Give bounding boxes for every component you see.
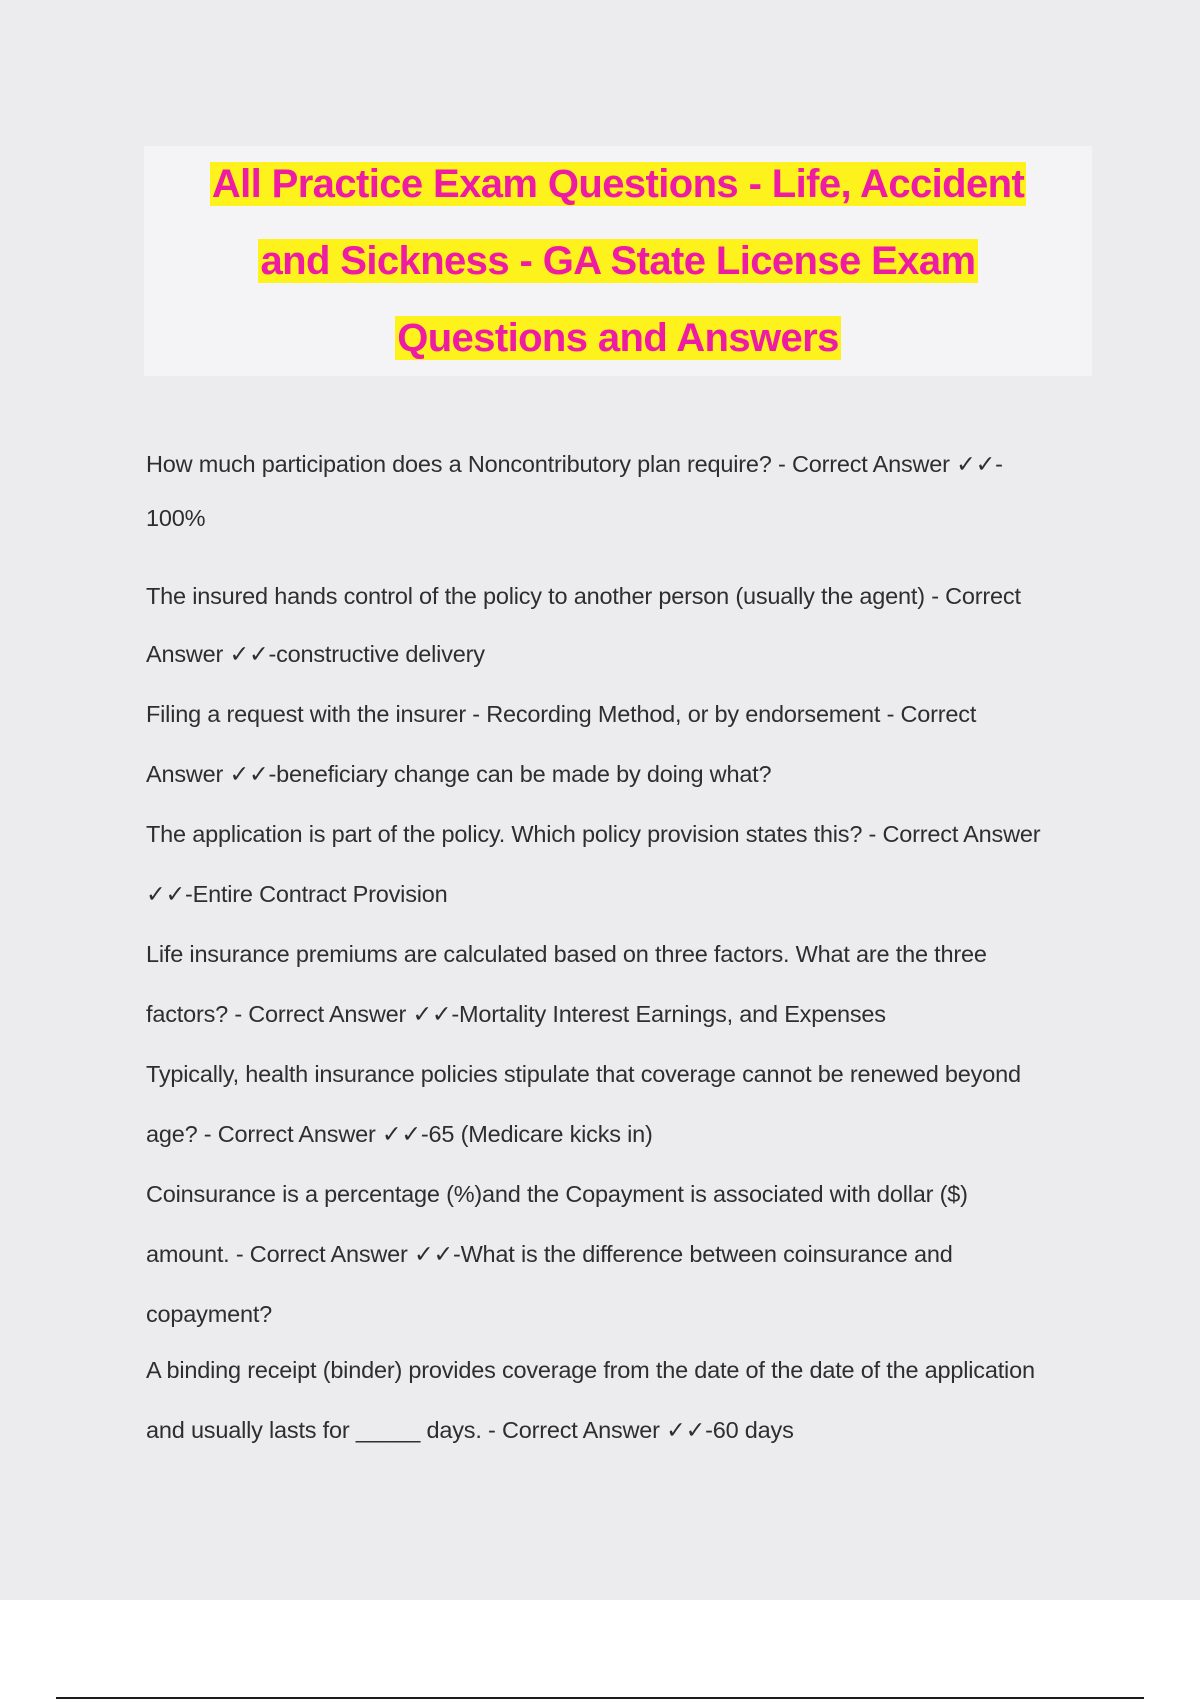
question-answer-item (146, 804, 1106, 924)
text-line: Filing a request with the insurer - Recording Method, or by endorsement - Correct (146, 701, 977, 727)
question-answer-item (146, 1044, 1106, 1164)
text-line: The insured hands control of the policy to another person (usually the agent) - Correct (146, 583, 1021, 609)
text-line: Answer ✓✓-beneficiary change can be made by doing what? (146, 761, 772, 787)
question-answer-item (146, 1164, 1106, 1340)
title-line: Questions and Answers (397, 316, 839, 360)
question-answer-item (146, 434, 1106, 566)
text-line: The application is part of the policy. Which policy provision states this? - Correct Answer (146, 821, 1041, 847)
text-line: amount. - Correct Answer ✓✓-What is the difference between coinsurance and (146, 1241, 953, 1267)
text-line: Typically, health insurance policies stipulate that coverage cannot be renewed beyond (146, 1061, 1021, 1087)
text-line: 100% (146, 505, 206, 531)
title-line: and Sickness - GA State License Exam (260, 239, 976, 283)
text-line: factors? - Correct Answer ✓✓-Mortality Interest Earnings, and Expenses (146, 1001, 886, 1027)
text-line: copayment? (146, 1301, 273, 1327)
question-answer-item (146, 1340, 1106, 1460)
text-line: Answer ✓✓-constructive delivery (146, 641, 485, 667)
text-line: Coinsurance is a percentage (%)and the Copayment is associated with dollar ($) (146, 1181, 968, 1207)
question-list (146, 434, 1106, 1460)
document-title (144, 146, 1092, 376)
page-footer-rule (56, 1697, 1144, 1699)
text-line: and usually lasts for _____ days. - Correct Answer ✓✓-60 days (146, 1417, 794, 1443)
question-answer-item (146, 684, 1106, 804)
title-line: All Practice Exam Questions - Life, Accident (211, 162, 1025, 206)
question-answer-item (146, 566, 1106, 684)
question-answer-item (146, 924, 1106, 1044)
text-line: Life insurance premiums are calculated based on three factors. What are the three (146, 941, 987, 967)
text-line: How much participation does a Noncontributory plan require? - Correct Answer ✓✓- (146, 451, 1003, 477)
text-line: age? - Correct Answer ✓✓-65 (Medicare kicks in) (146, 1121, 653, 1147)
text-line: ✓✓-Entire Contract Provision (146, 881, 448, 907)
text-line: A binding receipt (binder) provides coverage from the date of the date of the application (146, 1357, 1035, 1383)
